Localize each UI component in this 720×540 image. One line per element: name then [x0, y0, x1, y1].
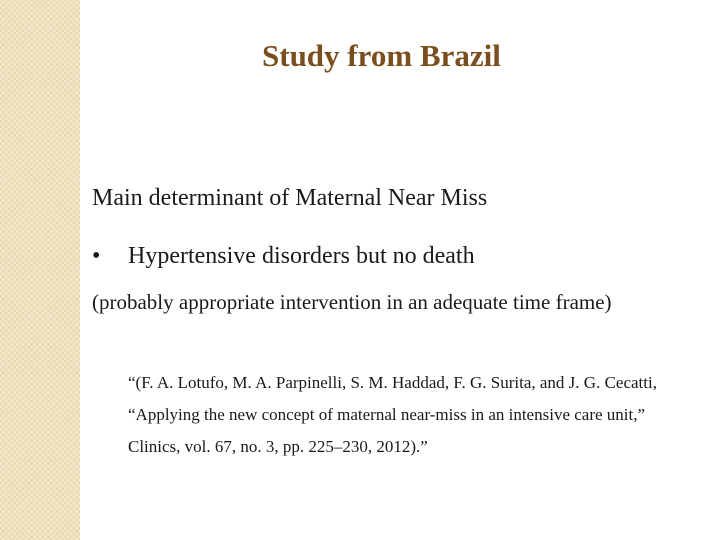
decorative-side-band: [0, 0, 80, 540]
citation-line-2: “Applying the new concept of maternal near-miss in an intensive care unit,”: [128, 405, 646, 424]
slide-heading: Main determinant of Maternal Near Miss: [92, 185, 488, 211]
note-text: (probably appropriate intervention in an adequate time frame): [92, 290, 612, 314]
bullet-item: [92, 243, 475, 270]
slide-title: Study from Brazil: [262, 38, 501, 73]
bullet-marker: •: [92, 243, 101, 269]
citation-line-1: “(F. A. Lotufo, M. A. Parpinelli, S. M. Haddad, F. G. Surita, and J. G. Cecatti,: [128, 373, 657, 392]
bullet-text: Hypertensive disorders but no death: [128, 243, 475, 269]
citation-line-3: Clinics, vol. 67, no. 3, pp. 225–230, 2012).”: [128, 437, 428, 456]
